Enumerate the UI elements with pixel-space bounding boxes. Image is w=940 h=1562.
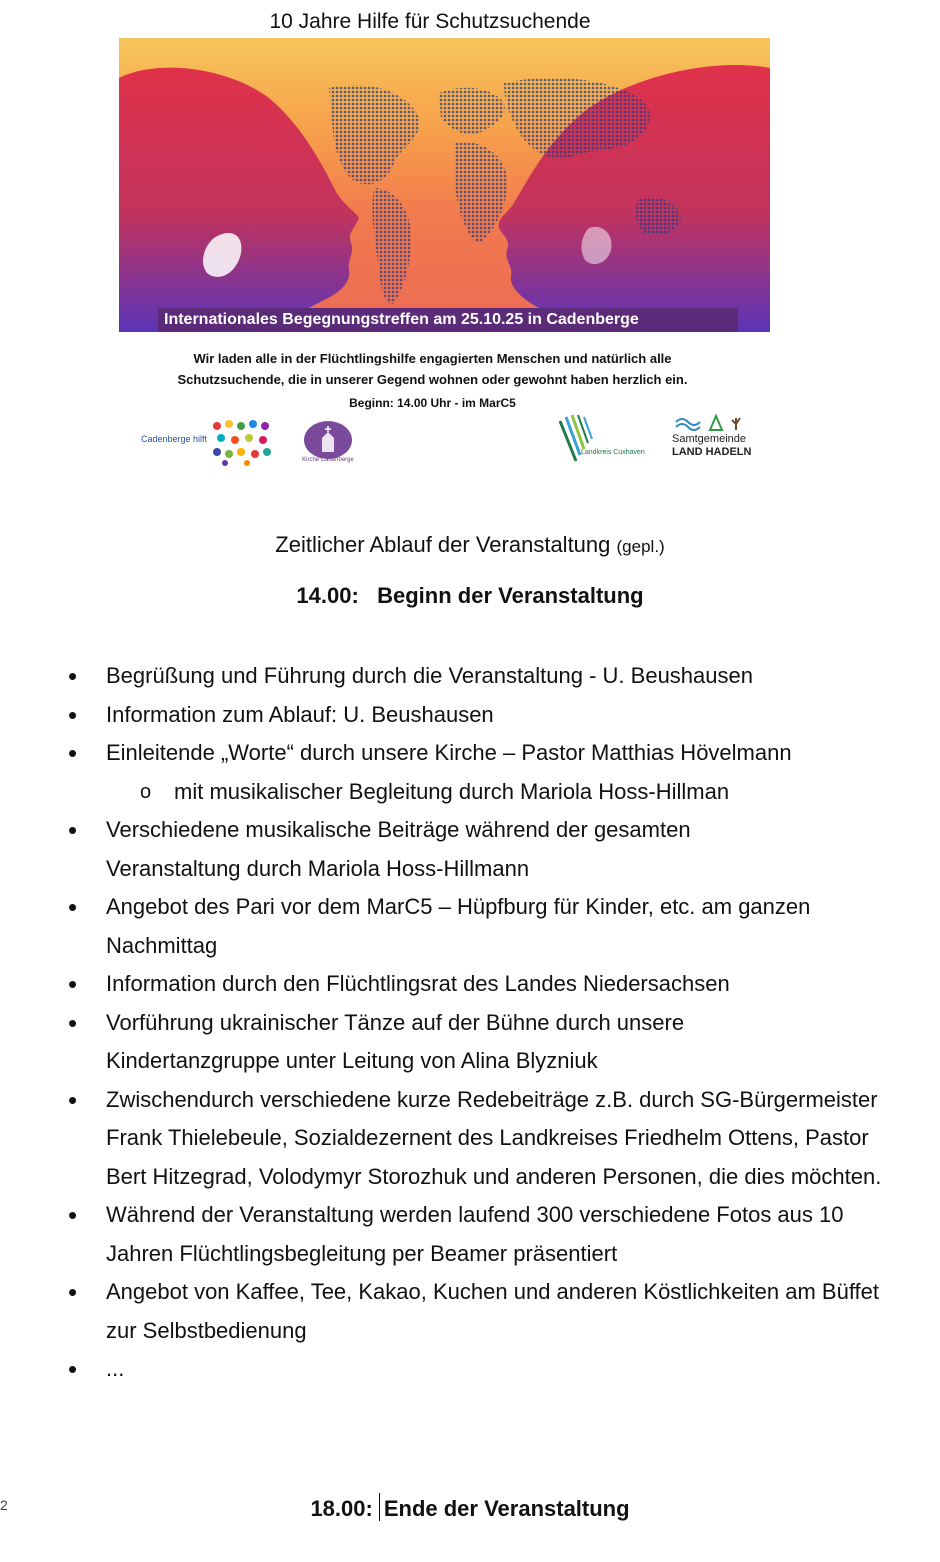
poster-title: 10 Jahre Hilfe für Schutzsuchende: [269, 10, 591, 33]
schedule-heading-note: (gepl.): [616, 537, 665, 556]
colorful-hands-logo-icon: [211, 418, 275, 466]
list-item: • ...: [0, 1350, 900, 1389]
invitation-text: [0, 348, 865, 390]
schedule-heading-text: Zeitlicher Ablauf der Veranstaltung: [275, 532, 611, 557]
list-item: • Angebot von Kaffee, Tee, Kakao, Kuchen und anderen Köstlichkeiten am Büffet zur Selbstbedienung: [0, 1273, 896, 1350]
list-item: • Begrüßung und Führung durch die Veranstaltung - U. Beushausen: [0, 657, 900, 696]
list-item: • Während der Veranstaltung werden laufend 300 verschiedene Fotos aus 10 Jahren Flüchtlingsbegleitung per Beamer präsentiert: [0, 1196, 896, 1273]
invitation-line-1: Wir laden alle in der Flüchtlingshilfe engagierten Menschen und natürlich alle: [193, 351, 672, 366]
banner-caption: Internationales Begegnungstreffen am 25.10.25 in Cadenberge: [158, 308, 738, 332]
cadenberge-hilft-logo-text: Cadenberge hilft: [141, 434, 208, 444]
list-item: • Verschiedene musikalische Beiträge während der gesamten Veranstaltung durch Mariola Hoss-Hillmann: [0, 811, 806, 888]
schedule-heading: [0, 532, 940, 558]
list-item: • Information durch den Flüchtlingsrat des Landes Niedersachsen: [0, 965, 900, 1004]
list-item: • Information zum Ablauf: U. Beushausen: [0, 696, 900, 735]
start-info: Beginn: 14.00 Uhr - im MarC5: [349, 396, 516, 410]
banner-image: [119, 38, 770, 332]
samtgemeinde-logo-line-1: Samtgemeinde: [672, 433, 746, 445]
samtgemeinde-logo-line-2: LAND HADELN: [672, 446, 752, 458]
end-time: 18.00:: [310, 1496, 373, 1521]
start-line: 14.00: Beginn der Veranstaltung: [296, 583, 644, 608]
world-map-silhouettes-graphic: [119, 38, 770, 332]
list-item: • Einleitende „Worte“ durch unsere Kirche – Pastor Matthias Hövelmann: [0, 734, 796, 773]
schedule-list: [0, 657, 900, 1389]
list-item: • Angebot des Pari vor dem MarC5 – Hüpfburg für Kinder, etc. am ganzen Nachmittag: [0, 888, 846, 965]
list-item: • Zwischendurch verschiedene kurze Redebeiträge z.B. durch SG-Bürgermeister Frank Thielebeule, Sozialdezernent des Landkreises Friedhelm Ottens, Pastor Bert Hitzegrad, Volodymyr Storozhuk und anderen Personen, die dies möchten.: [0, 1081, 886, 1197]
list-subitem: o mit musikalischer Begleitung durch Mariola Hoss-Hillman: [0, 773, 900, 812]
church-logo-text: Kirche Cadenberge: [302, 457, 354, 463]
list-item: • Vorführung ukrainischer Tänze auf der Bühne durch unsere Kindertanzgruppe unter Leitung von Alina Blyzniuk: [0, 1004, 806, 1081]
margin-page-mark: 2: [0, 1497, 8, 1513]
landkreis-cuxhaven-logo-text: Landkreis Cuxhaven: [581, 449, 645, 456]
text-cursor: [379, 1493, 380, 1521]
invitation-line-2: Schutzsuchende, die in unserer Gegend wohnen oder gewohnt haben herzlich ein.: [177, 372, 688, 387]
end-line: [0, 1493, 940, 1522]
end-text: Ende der Veranstaltung: [383, 1496, 630, 1521]
